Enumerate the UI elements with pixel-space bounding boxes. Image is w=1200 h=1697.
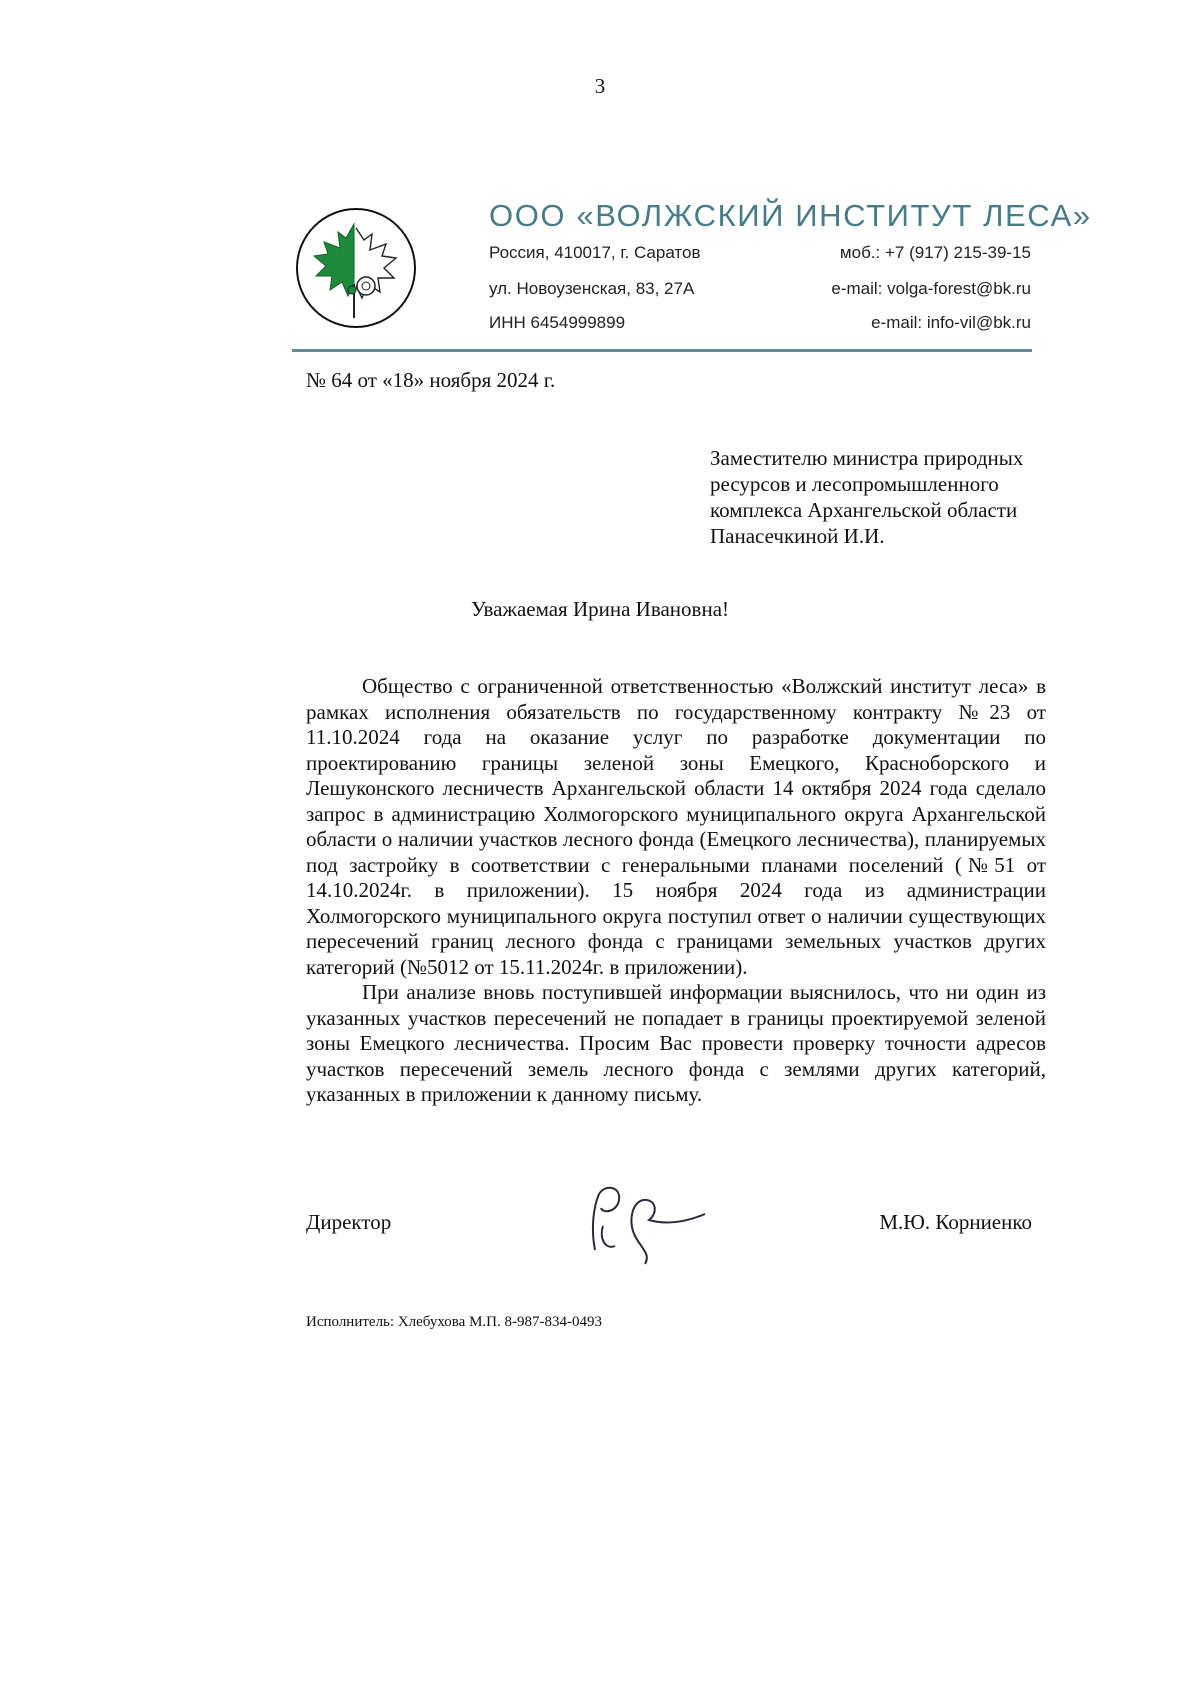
body-paragraph: Общество с ограниченной ответственностью «Волжский институт леса» в рамках исполнения обязательств по государственному контракту №23 от 11.10.2024 года на оказание услуг по разработке документации по проектированию границы зеленой зоны Емецкого, Красноборского и Лешуконского лесничеств Архангельской области 14 октября 2024 года сделало запрос в администрацию Холмогорского муниципального округа Архангельской области о наличии участков лесного фонда (Емецкого лесничества), планируемых под застройку в соответствии с генеральными планами поселений (№51 от 14.10.2024г. в приложении). 15 ноября 2024 года из администрации Холмогорского муниципального округа поступил ответ о наличии существующих пересечений границ лесного фонда с границами земельных участков других категорий (№5012 от 15.11.2024г. в приложении). — [306, 674, 1046, 979]
letter-body — [306, 674, 1046, 1108]
executor-contact: Исполнитель: Хлебухова М.П. 8-987-834-0493 — [306, 1314, 602, 1330]
body-paragraph: При анализе вновь поступившей информации выяснилось, что ни один из указанных участков пересечений не попадает в границы проектируемой зеленой зоны Емецкого лесничества. Просим Вас провести проверку точности адресов участков пересечений земель лесного фонда с землями других категорий, указанных в приложении к данному письму. — [306, 980, 1046, 1106]
address-line-1: Россия, 410017, г. Саратов — [489, 243, 701, 262]
handwritten-signature — [585, 1180, 715, 1265]
company-name: ООО «ВОЛЖСКИЙ ИНСТИТУТ ЛЕСА» — [489, 198, 1092, 233]
page-number: 3 — [594, 74, 606, 98]
addressee-block — [710, 445, 1023, 549]
signatory-title: Директор — [306, 1210, 392, 1234]
letterhead-divider — [292, 349, 1032, 352]
email-1: e-mail: volga-forest@bk.ru — [831, 279, 1031, 298]
reference-number: № 64 от «18» ноября 2024 г. — [306, 368, 556, 392]
addressee-line: Панасечкиной И.И. — [710, 524, 885, 548]
signatory-name: М.Ю. Корниенко — [879, 1210, 1032, 1234]
email-2: e-mail: info-vil@bk.ru — [871, 313, 1031, 332]
addressee-line: Заместителю министра природных — [710, 446, 1024, 470]
inn: ИНН 6454999899 — [489, 313, 626, 332]
phone: моб.: +7 (917) 215-39-15 — [839, 243, 1031, 262]
greeting: Уважаемая Ирина Ивановна! — [470, 597, 730, 621]
company-logo-icon — [294, 206, 418, 330]
addressee-line: ресурсов и лесопромышленного — [710, 472, 999, 496]
address-line-2: ул. Новоузенская, 83, 27А — [489, 279, 695, 298]
addressee-line: комплекса Архангельской области — [710, 498, 1018, 522]
